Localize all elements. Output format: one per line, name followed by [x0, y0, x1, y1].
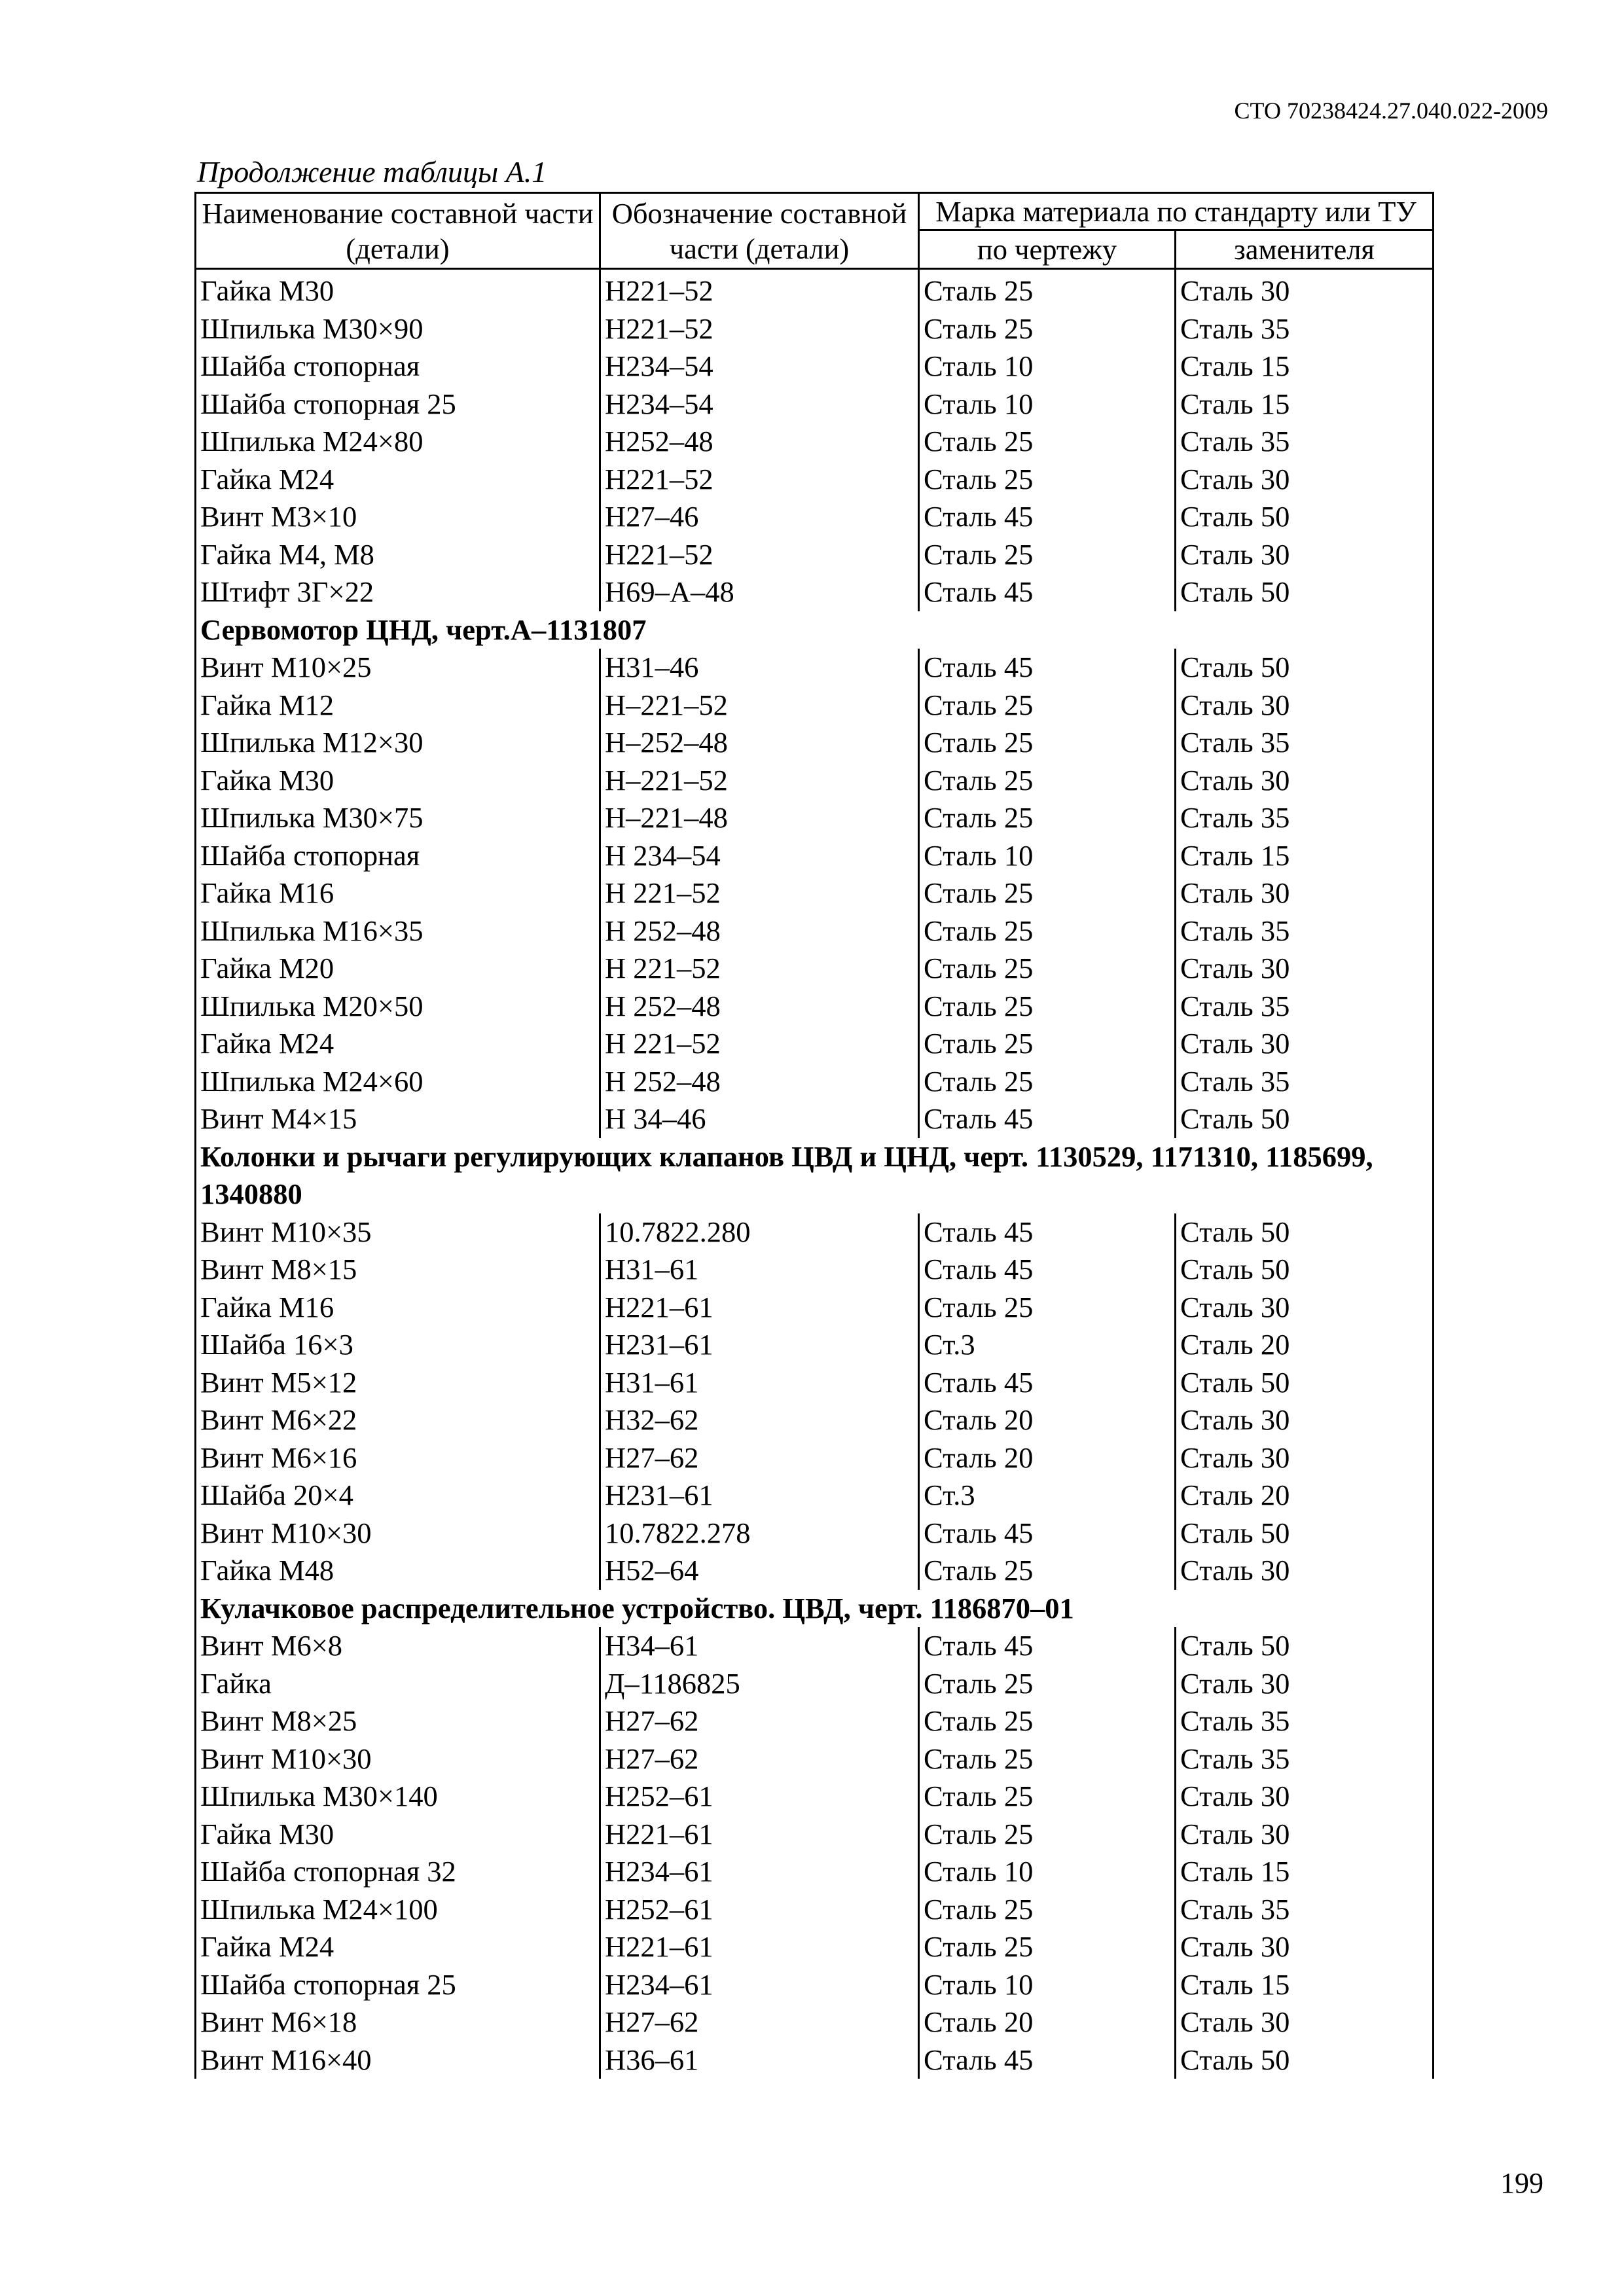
cell-material-substitute: Сталь 35	[1176, 724, 1434, 762]
cell-name: Винт М10×35	[196, 1213, 600, 1251]
cell-name: Гайка М30	[196, 1816, 600, 1854]
cell-name: Шайба стопорная	[196, 348, 600, 386]
cell-designation: Н52–64	[600, 1552, 919, 1590]
section-title: Колонки и рычаги регулирующих клапанов ЦВД и ЦНД, черт. 1130529, 1171310, 1185699, 1340880	[196, 1138, 1434, 1213]
table-row	[196, 2041, 1434, 2079]
cell-material-by-drawing: Сталь 10	[919, 348, 1176, 386]
table-row	[196, 1891, 1434, 1929]
cell-name: Винт М3×10	[196, 498, 600, 536]
cell-material-substitute: Сталь 30	[1176, 1025, 1434, 1063]
table-row	[196, 348, 1434, 386]
cell-designation: 10.7822.278	[600, 1515, 919, 1552]
cell-name: Шайба стопорная 25	[196, 386, 600, 423]
cell-material-by-drawing: Сталь 25	[919, 912, 1176, 950]
cell-name: Гайка М30	[196, 762, 600, 800]
cell-material-by-drawing: Сталь 10	[919, 1966, 1176, 2004]
cell-name: Винт М16×40	[196, 2041, 600, 2079]
cell-name: Винт М4×15	[196, 1100, 600, 1138]
table-row	[196, 1702, 1434, 1740]
document-code: СТО 70238424.27.040.022-2009	[1234, 98, 1548, 124]
cell-designation: Н32–62	[600, 1401, 919, 1439]
table-row	[196, 950, 1434, 988]
cell-name: Гайка М20	[196, 950, 600, 988]
table-row	[196, 1439, 1434, 1477]
cell-name: Винт М10×30	[196, 1515, 600, 1552]
cell-name: Шпилька М24×100	[196, 1891, 600, 1929]
cell-designation: Н31–61	[600, 1251, 919, 1289]
header-name: Наименование составной части (детали)	[196, 193, 600, 269]
cell-material-by-drawing: Сталь 25	[919, 988, 1176, 1026]
cell-name: Винт М8×15	[196, 1251, 600, 1289]
header-material-group: Марка материала по стандарту или ТУ	[919, 193, 1434, 230]
cell-name: Винт М6×8	[196, 1627, 600, 1665]
cell-material-substitute: Сталь 50	[1176, 1213, 1434, 1251]
cell-designation: Н 252–48	[600, 988, 919, 1026]
cell-material-by-drawing: Сталь 25	[919, 1778, 1176, 1816]
page-number: 199	[1500, 2167, 1543, 2199]
cell-name: Шайба 16×3	[196, 1326, 600, 1364]
cell-material-by-drawing: Сталь 25	[919, 1025, 1176, 1063]
section-title: Сервомотор ЦНД, черт.А–1131807	[196, 611, 1434, 649]
cell-designation: Н–221–48	[600, 799, 919, 837]
table-row	[196, 1100, 1434, 1138]
cell-name: Винт М6×16	[196, 1439, 600, 1477]
cell-material-by-drawing: Сталь 45	[919, 1627, 1176, 1665]
cell-designation: Н27–62	[600, 2003, 919, 2041]
cell-material-substitute: Сталь 50	[1176, 1515, 1434, 1552]
cell-material-substitute: Сталь 50	[1176, 2041, 1434, 2079]
cell-designation: Н–252–48	[600, 724, 919, 762]
section-row	[196, 1590, 1434, 1628]
cell-material-by-drawing: Сталь 25	[919, 423, 1176, 461]
cell-name: Гайка М24	[196, 1025, 600, 1063]
cell-designation: Н221–61	[600, 1816, 919, 1854]
header-by-drawing: по чертежу	[919, 230, 1176, 269]
cell-name: Шпилька М30×140	[196, 1778, 600, 1816]
cell-name: Шайба стопорная 32	[196, 1853, 600, 1891]
cell-material-substitute: Сталь 30	[1176, 461, 1434, 499]
parts-table	[194, 192, 1434, 2079]
table-row	[196, 1289, 1434, 1327]
cell-name: Гайка М48	[196, 1552, 600, 1590]
cell-material-substitute: Сталь 30	[1176, 687, 1434, 725]
cell-designation: Н234–54	[600, 386, 919, 423]
cell-material-by-drawing: Сталь 45	[919, 573, 1176, 611]
cell-material-by-drawing: Сталь 25	[919, 724, 1176, 762]
cell-name: Шайба стопорная 25	[196, 1966, 600, 2004]
cell-material-substitute: Сталь 35	[1176, 799, 1434, 837]
cell-material-substitute: Сталь 35	[1176, 1891, 1434, 1929]
cell-designation: Н 252–48	[600, 1063, 919, 1101]
cell-material-substitute: Сталь 30	[1176, 1439, 1434, 1477]
cell-material-substitute: Сталь 30	[1176, 874, 1434, 912]
table-row	[196, 874, 1434, 912]
cell-material-by-drawing: Сталь 25	[919, 687, 1176, 725]
cell-designation: Н27–62	[600, 1439, 919, 1477]
cell-material-substitute: Сталь 15	[1176, 1966, 1434, 2004]
cell-material-by-drawing: Сталь 25	[919, 1740, 1176, 1778]
table-row	[196, 837, 1434, 875]
cell-material-substitute: Сталь 15	[1176, 837, 1434, 875]
table-row	[196, 1966, 1434, 2004]
table-row	[196, 724, 1434, 762]
table-row	[196, 1627, 1434, 1665]
cell-material-substitute: Сталь 50	[1176, 1364, 1434, 1402]
table-row	[196, 423, 1434, 461]
table-row	[196, 573, 1434, 611]
cell-name: Шпилька М12×30	[196, 724, 600, 762]
cell-name: Шпилька М30×75	[196, 799, 600, 837]
cell-material-by-drawing: Сталь 45	[919, 1213, 1176, 1251]
table-row	[196, 1816, 1434, 1854]
cell-material-by-drawing: Сталь 25	[919, 1891, 1176, 1929]
cell-material-substitute: Сталь 30	[1176, 1289, 1434, 1327]
cell-material-by-drawing: Сталь 45	[919, 1515, 1176, 1552]
cell-material-by-drawing: Ст.3	[919, 1477, 1176, 1515]
cell-material-substitute: Сталь 35	[1176, 423, 1434, 461]
table-row	[196, 762, 1434, 800]
cell-name: Шайба 20×4	[196, 1477, 600, 1515]
cell-material-by-drawing: Сталь 25	[919, 1665, 1176, 1703]
cell-designation: Н221–52	[600, 461, 919, 499]
cell-designation: Н69–А–48	[600, 573, 919, 611]
cell-designation: Н221–61	[600, 1928, 919, 1966]
cell-name: Шпилька М16×35	[196, 912, 600, 950]
table-row	[196, 1401, 1434, 1439]
cell-name: Гайка М16	[196, 874, 600, 912]
cell-name: Винт М8×25	[196, 1702, 600, 1740]
section-row	[196, 611, 1434, 649]
cell-material-by-drawing: Сталь 45	[919, 1100, 1176, 1138]
cell-designation: Н221–52	[600, 310, 919, 348]
cell-material-by-drawing: Сталь 25	[919, 1063, 1176, 1101]
cell-material-substitute: Сталь 20	[1176, 1326, 1434, 1364]
cell-name: Шпилька М24×60	[196, 1063, 600, 1101]
table-row	[196, 1251, 1434, 1289]
cell-material-substitute: Сталь 30	[1176, 1552, 1434, 1590]
table-row	[196, 1477, 1434, 1515]
cell-material-substitute: Сталь 15	[1176, 1853, 1434, 1891]
cell-designation: Н27–62	[600, 1740, 919, 1778]
table-row	[196, 2003, 1434, 2041]
table-row	[196, 1025, 1434, 1063]
cell-material-substitute: Сталь 20	[1176, 1477, 1434, 1515]
cell-designation: Н231–61	[600, 1477, 919, 1515]
cell-designation: Н252–61	[600, 1891, 919, 1929]
cell-material-substitute: Сталь 50	[1176, 1100, 1434, 1138]
table-row	[196, 687, 1434, 725]
cell-material-substitute: Сталь 30	[1176, 1665, 1434, 1703]
cell-material-by-drawing: Сталь 45	[919, 498, 1176, 536]
cell-material-substitute: Сталь 30	[1176, 1401, 1434, 1439]
cell-material-by-drawing: Сталь 45	[919, 1251, 1176, 1289]
cell-material-by-drawing: Сталь 25	[919, 310, 1176, 348]
cell-material-by-drawing: Сталь 25	[919, 1552, 1176, 1590]
cell-material-by-drawing: Сталь 25	[919, 461, 1176, 499]
cell-designation: Н 34–46	[600, 1100, 919, 1138]
cell-material-substitute: Сталь 50	[1176, 1627, 1434, 1665]
table-row	[196, 1364, 1434, 1402]
cell-material-substitute: Сталь 35	[1176, 988, 1434, 1026]
cell-material-substitute: Сталь 35	[1176, 1740, 1434, 1778]
cell-material-substitute: Сталь 30	[1176, 269, 1434, 310]
cell-designation: 10.7822.280	[600, 1213, 919, 1251]
cell-designation: Н 252–48	[600, 912, 919, 950]
table-row	[196, 1740, 1434, 1778]
table-row	[196, 912, 1434, 950]
table-row	[196, 310, 1434, 348]
table-header	[196, 193, 1434, 269]
cell-material-substitute: Сталь 30	[1176, 536, 1434, 574]
cell-material-by-drawing: Сталь 25	[919, 536, 1176, 574]
cell-designation: Н231–61	[600, 1326, 919, 1364]
cell-designation: Н234–61	[600, 1966, 919, 2004]
cell-material-by-drawing: Сталь 10	[919, 1853, 1176, 1891]
cell-designation: Н27–62	[600, 1702, 919, 1740]
section-title: Кулачковое распределительное устройство. ЦВД, черт. 1186870–01	[196, 1590, 1434, 1628]
table-row	[196, 1326, 1434, 1364]
cell-name: Штифт 3Г×22	[196, 573, 600, 611]
table-row	[196, 269, 1434, 310]
header-designation: Обозначение составной части (детали)	[600, 193, 919, 269]
cell-designation: Н252–61	[600, 1778, 919, 1816]
cell-designation: Д–1186825	[600, 1665, 919, 1703]
cell-name: Шпилька М20×50	[196, 988, 600, 1026]
cell-name: Винт М10×30	[196, 1740, 600, 1778]
cell-material-by-drawing: Ст.3	[919, 1326, 1176, 1364]
cell-name: Шпилька М30×90	[196, 310, 600, 348]
cell-designation: Н252–48	[600, 423, 919, 461]
cell-name: Винт М6×22	[196, 1401, 600, 1439]
cell-designation: Н221–52	[600, 269, 919, 310]
cell-name: Винт М6×18	[196, 2003, 600, 2041]
cell-material-by-drawing: Сталь 20	[919, 1401, 1176, 1439]
cell-material-substitute: Сталь 30	[1176, 1928, 1434, 1966]
cell-designation: Н 234–54	[600, 837, 919, 875]
cell-material-by-drawing: Сталь 25	[919, 269, 1176, 310]
cell-name: Шайба стопорная	[196, 837, 600, 875]
cell-name: Шпилька М24×80	[196, 423, 600, 461]
cell-designation: Н27–46	[600, 498, 919, 536]
cell-designation: Н234–54	[600, 348, 919, 386]
cell-designation: Н221–61	[600, 1289, 919, 1327]
cell-name: Гайка М16	[196, 1289, 600, 1327]
cell-designation: Н–221–52	[600, 687, 919, 725]
cell-material-by-drawing: Сталь 25	[919, 1702, 1176, 1740]
cell-material-substitute: Сталь 30	[1176, 2003, 1434, 2041]
cell-material-substitute: Сталь 15	[1176, 348, 1434, 386]
table-row	[196, 1778, 1434, 1816]
cell-material-by-drawing: Сталь 25	[919, 1816, 1176, 1854]
cell-material-substitute: Сталь 35	[1176, 1702, 1434, 1740]
cell-designation: Н234–61	[600, 1853, 919, 1891]
table-row	[196, 1928, 1434, 1966]
table-row	[196, 988, 1434, 1026]
cell-material-substitute: Сталь 50	[1176, 573, 1434, 611]
cell-material-by-drawing: Сталь 10	[919, 386, 1176, 423]
cell-material-by-drawing: Сталь 20	[919, 1439, 1176, 1477]
table-row	[196, 649, 1434, 687]
cell-designation: Н 221–52	[600, 950, 919, 988]
table-row	[196, 1063, 1434, 1101]
cell-material-by-drawing: Сталь 25	[919, 1289, 1176, 1327]
cell-material-by-drawing: Сталь 45	[919, 2041, 1176, 2079]
table-row	[196, 799, 1434, 837]
cell-material-substitute: Сталь 30	[1176, 762, 1434, 800]
cell-designation: Н36–61	[600, 2041, 919, 2079]
cell-name: Гайка М30	[196, 269, 600, 310]
cell-designation: Н34–61	[600, 1627, 919, 1665]
cell-designation: Н221–52	[600, 536, 919, 574]
cell-designation: Н 221–52	[600, 874, 919, 912]
cell-material-substitute: Сталь 50	[1176, 498, 1434, 536]
cell-name: Гайка М24	[196, 461, 600, 499]
cell-material-by-drawing: Сталь 25	[919, 950, 1176, 988]
cell-material-by-drawing: Сталь 25	[919, 799, 1176, 837]
cell-material-substitute: Сталь 30	[1176, 1778, 1434, 1816]
table-row	[196, 536, 1434, 574]
cell-name: Гайка М4, М8	[196, 536, 600, 574]
table-row	[196, 1515, 1434, 1552]
header-substitute: заменителя	[1176, 230, 1434, 269]
cell-material-by-drawing: Сталь 20	[919, 2003, 1176, 2041]
table-row	[196, 498, 1434, 536]
table-row	[196, 1552, 1434, 1590]
cell-name: Винт М10×25	[196, 649, 600, 687]
cell-material-substitute: Сталь 15	[1176, 386, 1434, 423]
cell-material-substitute: Сталь 30	[1176, 950, 1434, 988]
cell-name: Гайка М24	[196, 1928, 600, 1966]
table-caption: Продолжение таблицы А.1	[197, 155, 547, 188]
cell-designation: Н31–46	[600, 649, 919, 687]
cell-designation: Н 221–52	[600, 1025, 919, 1063]
cell-material-substitute: Сталь 50	[1176, 1251, 1434, 1289]
cell-designation: Н31–61	[600, 1364, 919, 1402]
cell-material-by-drawing: Сталь 45	[919, 1364, 1176, 1402]
cell-material-by-drawing: Сталь 25	[919, 762, 1176, 800]
table-row	[196, 461, 1434, 499]
table-body	[196, 269, 1434, 2079]
cell-material-substitute: Сталь 50	[1176, 649, 1434, 687]
cell-designation: Н–221–52	[600, 762, 919, 800]
cell-name: Гайка М12	[196, 687, 600, 725]
cell-name: Гайка	[196, 1665, 600, 1703]
cell-material-substitute: Сталь 35	[1176, 310, 1434, 348]
cell-material-substitute: Сталь 30	[1176, 1816, 1434, 1854]
table-row	[196, 1853, 1434, 1891]
cell-material-by-drawing: Сталь 10	[919, 837, 1176, 875]
cell-material-by-drawing: Сталь 25	[919, 1928, 1176, 1966]
table-row	[196, 1213, 1434, 1251]
table-row	[196, 1665, 1434, 1703]
table-row	[196, 386, 1434, 423]
section-row	[196, 1138, 1434, 1213]
cell-material-by-drawing: Сталь 25	[919, 874, 1176, 912]
cell-material-by-drawing: Сталь 45	[919, 649, 1176, 687]
cell-material-substitute: Сталь 35	[1176, 1063, 1434, 1101]
cell-material-substitute: Сталь 35	[1176, 912, 1434, 950]
cell-name: Винт М5×12	[196, 1364, 600, 1402]
